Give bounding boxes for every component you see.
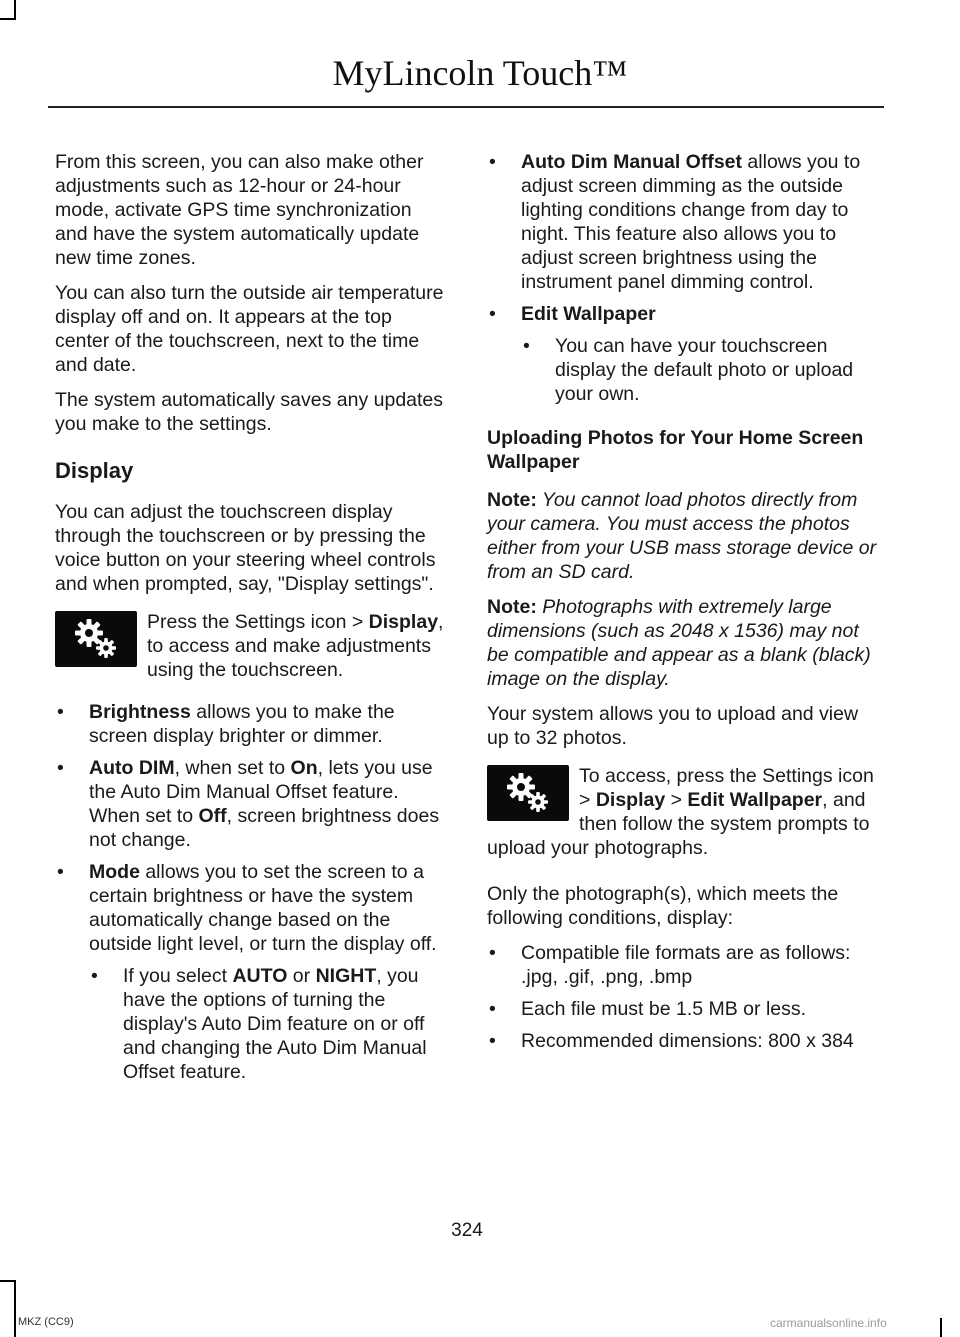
page-header-title: MyLincoln Touch™ [332,53,628,93]
list-item-edit-wallpaper: • Edit Wallpaper • You can have your touchscreen display the default photo or upload your own. [487,302,880,406]
crop-mark-top-left-h [0,18,16,20]
list-item-file-size: • Each file must be 1.5 MB or less. [487,997,880,1021]
left-column [55,150,447,1092]
list-item-auto-night: • If you select AUTO or NIGHT, you have the options of turning the display's Auto Dim feature on or off and changing the Auto Dim Manual Offset feature. [89,964,447,1084]
model-code: MKZ (CC9) [18,1316,74,1328]
crop-mark-top-left-v [14,0,16,20]
list-item-auto-dim: • Auto DIM, when set to On, lets you use the Auto Dim Manual Offset feature. When set to Off, screen brightness does not change. [55,756,447,852]
crop-mark-bottom-left-h [0,1280,16,1282]
conditions-list [487,941,880,1053]
right-column [487,150,880,1061]
crop-mark-bottom-left-v [14,1280,16,1337]
paragraph-access-wallpaper: To access, press the Settings icon > Display > Edit Wallpaper, and then follow the system prompts to upload your photographs. [487,765,874,859]
mode-sublist [89,964,447,1084]
settings-gears-icon [487,765,569,821]
list-item-wallpaper-default: • You can have your touchscreen display the default photo or upload your own. [521,334,880,406]
settings-instruction [55,610,447,682]
list-item-formats: • Compatible file formats are as follows: .jpg, .gif, .png, .bmp [487,941,880,989]
settings-gears-icon [55,611,137,667]
paragraph-outside-temp: You can also turn the outside air temperature display off and on. It appears at the top center of the touchscreen, next to the time and date. [55,282,444,376]
list-item-auto-dim-manual-offset: • Auto Dim Manual Offset allows you to adjust screen dimming as the outside lighting conditions change from day to night. This feature also allows you to adjust screen brightness using the instrument panel dimming control. [487,150,880,294]
note-dimensions: Note: Photographs with extremely large dimensions (such as 2048 x 1536) may not be compatible and appear as a blank (black) image on the display. [487,596,871,690]
display-options-list-continued [487,150,880,406]
paragraph-time-options: From this screen, you can also make other adjustments such as 12-hour or 24-hour mode, activate GPS time synchronization and have the system automatically update new time zones. [55,151,424,269]
list-item-dimensions: • Recommended dimensions: 800 x 384 [487,1029,880,1053]
note-camera: Note: You cannot load photos directly from your camera. You must access the photos either from your USB mass storage device or from an SD card. [487,489,877,583]
paragraph-press-settings: Press the Settings icon > Display, to access and make adjustments using the touchscreen. [147,611,444,681]
paragraph-autosave: The system automatically saves any updates you make to the settings. [55,389,444,435]
header-rule [48,106,884,108]
watermark: carmanualsonline.info [770,1316,887,1330]
paragraph-upload-limit: Your system allows you to upload and view up to 32 photos. [487,703,859,749]
wallpaper-instruction [487,764,880,860]
list-item-brightness: • Brightness allows you to make the screen display brighter or dimmer. [55,700,447,748]
wallpaper-sublist [521,334,880,406]
heading-uploading-photos: Uploading Photos for Your Home Screen Wallpaper [487,427,864,473]
page-number: 324 [451,1220,483,1241]
paragraph-conditions: Only the photograph(s), which meets the following conditions, display: [487,883,839,929]
list-item-mode: • Mode allows you to set the screen to a certain brightness or have the system automatically change based on the outside light level, or turn the display off. • If you select AUTO or NIGHT, you have the options of turning the display's Auto Dim feature on or off and changing the Auto Dim Manual Offset feature. [55,860,447,1084]
paragraph-display-intro: You can adjust the touchscreen display through the touchscreen or by pressing the voice button on your steering wheel controls and when prompted, say, "Display settings". [55,501,436,595]
crop-mark-bottom-right-v [940,1318,942,1337]
heading-display: Display [55,458,134,483]
display-options-list [55,700,447,1084]
